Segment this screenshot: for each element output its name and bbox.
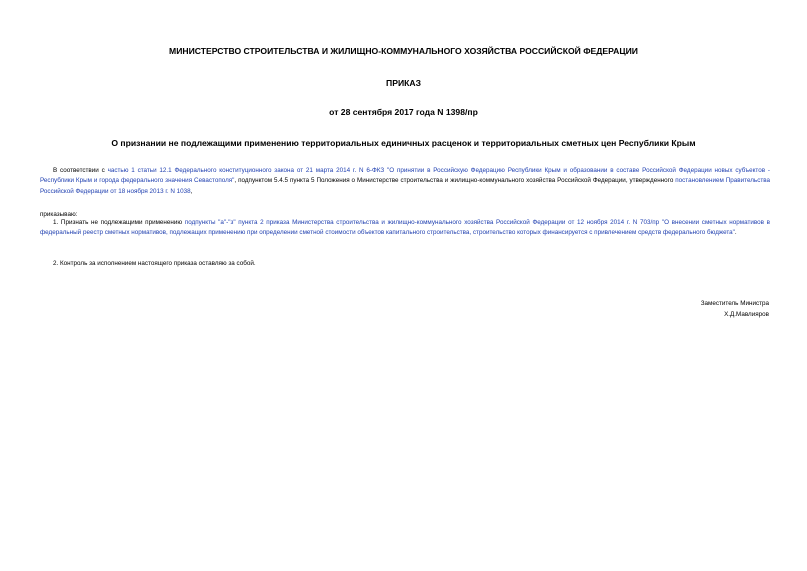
signatory-position: Заместитель Министра xyxy=(700,300,769,307)
basis-paragraph xyxy=(40,166,770,197)
document-date-number: от 28 сентября 2017 года N 1398/пр xyxy=(329,107,478,117)
basis-text-3: , xyxy=(190,187,193,195)
signatory-name: Х.Д.Мавлияров xyxy=(724,311,769,318)
government-decree-link[interactable]: постановлением Правительства Российской Федерации от 18 ноября 2013 г. N 1038 xyxy=(40,177,770,195)
item-1-text-2: . xyxy=(734,229,737,237)
ministry-title: МИНИСТЕРСТВО СТРОИТЕЛЬСТВА И ЖИЛИЩНО-КОММУНАЛЬНОГО ХОЗЯЙСТВА РОССИЙСКОЙ ФЕДЕРАЦИИ xyxy=(169,46,638,56)
item-2-paragraph: 2. Контроль за исполнением настоящего приказа оставляю за собой. xyxy=(53,260,256,267)
decree-word: приказываю: xyxy=(40,211,78,218)
item-1-paragraph xyxy=(40,218,770,239)
document-type: ПРИКАЗ xyxy=(386,78,421,88)
document-subject: О признании не подлежащими применению территориальных единичных расценок и территориальных сметных цен Республики Крым xyxy=(111,138,696,148)
order-703-link[interactable]: подпункты "а"-"з" пункта 2 приказа Министерства строительства и жилищно-коммунального хозяйства Российской Федерации от 12 ноября 2014 г. N 703/пр "О внесении сметных нормативов в федеральный реестр сметных нормативов, подлежащих применению при определении сметной стоимости объектов капитального строительства, строительство которых финансируется с привлечением средств федерального бюджета" xyxy=(40,219,770,237)
federal-law-link[interactable]: частью 1 статьи 12.1 Федерального конституционного закона от 21 марта 2014 г. N 6-ФКЗ "О принятии в Российскую Федерацию Республики Крым и образовании в составе Российской Федерации новых субъектов - Республики Крым и города федерального значения Севастополя" xyxy=(40,167,771,185)
basis-text-2: , подпунктом 5.4.5 пункта 5 Положения о Министерстве строительства и жилищно-коммунального хозяйства Российской Федерации, утвержденного xyxy=(234,177,676,185)
basis-text-1: В соответствии с xyxy=(53,167,108,174)
item-1-text-1: 1. Признать не подлежащими применению xyxy=(53,219,185,226)
